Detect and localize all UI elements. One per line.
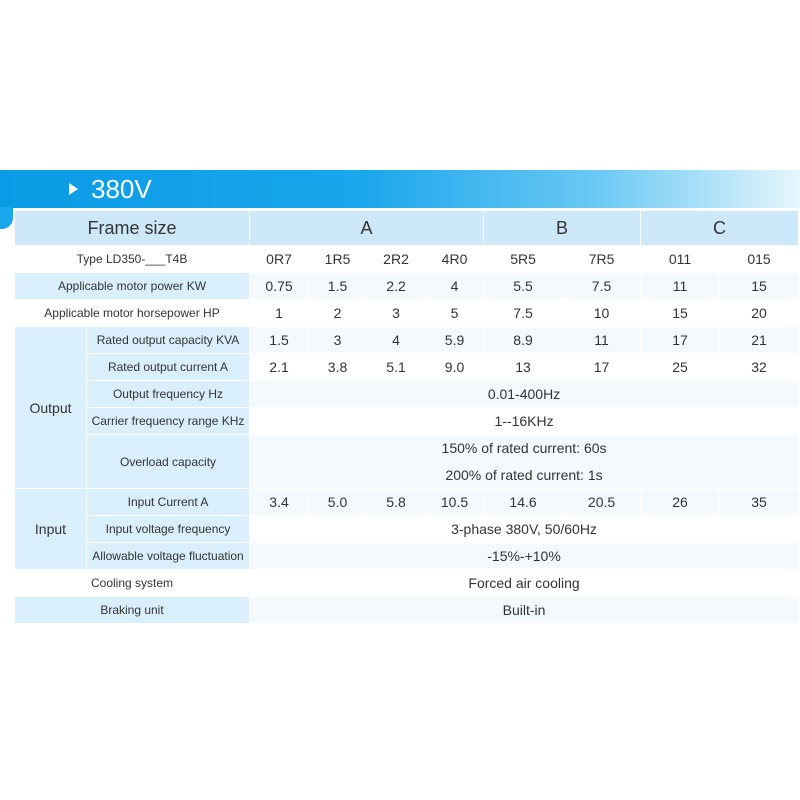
overload-capacity-label: Overload capacity: [87, 435, 250, 489]
table-cell: 7.5: [484, 300, 563, 327]
output-frequency-label: Output frequency Hz: [87, 381, 250, 408]
table-cell: 11: [641, 273, 720, 300]
overload-capacity-value-1: 150% of rated current: 60s: [250, 435, 799, 462]
table-cell: 13: [484, 354, 563, 381]
braking-unit-label: Braking unit: [15, 597, 250, 624]
table-row: [15, 273, 799, 300]
table-cell: 21: [720, 327, 799, 354]
table-cell: 015: [720, 246, 799, 273]
carrier-frequency-label: Carrier frequency range KHz: [87, 408, 250, 435]
voltage-fluctuation-value: -15%-+10%: [250, 543, 799, 570]
table-cell: 8.9: [484, 327, 563, 354]
frame-group-c: C: [641, 211, 799, 246]
frame-size-label: Frame size: [15, 211, 250, 246]
table-cell: 9.0: [426, 354, 484, 381]
table-row: [15, 354, 799, 381]
table-cell: 3.8: [309, 354, 367, 381]
table-row: [15, 543, 799, 570]
table-cell: 25: [641, 354, 720, 381]
spec-table: [14, 210, 799, 624]
motor-kw-label: Applicable motor power KW: [15, 273, 250, 300]
table-cell: 0.75: [250, 273, 309, 300]
table-cell: 17: [563, 354, 641, 381]
table-cell: 2.1: [250, 354, 309, 381]
table-cell: 1R5: [309, 246, 367, 273]
frame-group-a: A: [250, 211, 484, 246]
table-cell: 5.9: [426, 327, 484, 354]
table-row: [15, 381, 799, 408]
table-cell: 26: [641, 489, 720, 516]
carrier-frequency-value: 1--16KHz: [250, 408, 799, 435]
table-cell: 2: [309, 300, 367, 327]
motor-hp-label: Applicable motor horsepower HP: [15, 300, 250, 327]
table-cell: 14.6: [484, 489, 563, 516]
table-cell: 5: [426, 300, 484, 327]
table-cell: 4R0: [426, 246, 484, 273]
table-row: [15, 327, 799, 354]
input-voltage-frequency-label: Input voltage frequency: [87, 516, 250, 543]
table-row: [15, 516, 799, 543]
cooling-system-value: Forced air cooling: [250, 570, 799, 597]
table-cell: 011: [641, 246, 720, 273]
table-cell: 3.4: [250, 489, 309, 516]
table-cell: 4: [367, 327, 426, 354]
braking-unit-value: Built-in: [250, 597, 799, 624]
overload-capacity-value-2: 200% of rated current: 1s: [250, 462, 799, 489]
table-cell: 20: [720, 300, 799, 327]
table-row: [15, 570, 799, 597]
table-cell: 15: [720, 273, 799, 300]
input-voltage-frequency-value: 3-phase 380V, 50/60Hz: [250, 516, 799, 543]
table-cell: 10: [563, 300, 641, 327]
table-cell: 3: [309, 327, 367, 354]
triangle-right-icon: [69, 183, 78, 195]
table-cell: 1: [250, 300, 309, 327]
table-cell: 2.2: [367, 273, 426, 300]
output-frequency-value: 0.01-400Hz: [250, 381, 799, 408]
table-cell: 10.5: [426, 489, 484, 516]
type-label: Type LD350-___T4B: [15, 246, 250, 273]
table-row: [15, 246, 799, 273]
table-cell: 5R5: [484, 246, 563, 273]
table-cell: 2R2: [367, 246, 426, 273]
table-cell: 5.8: [367, 489, 426, 516]
table-cell: 17: [641, 327, 720, 354]
table-cell: 11: [563, 327, 641, 354]
input-current-label: Input Current A: [87, 489, 250, 516]
input-group-label: Input: [15, 489, 87, 570]
table-cell: 3: [367, 300, 426, 327]
table-cell: 5.1: [367, 354, 426, 381]
table-row: [15, 435, 799, 462]
table-cell: 4: [426, 273, 484, 300]
output-group-label: Output: [15, 327, 87, 489]
table-row: [15, 489, 799, 516]
table-cell: 7.5: [563, 273, 641, 300]
banner-corner-tab: [0, 207, 13, 229]
table-row: [15, 300, 799, 327]
table-row: [15, 408, 799, 435]
table-cell: 15: [641, 300, 720, 327]
table-cell: 5.0: [309, 489, 367, 516]
output-kva-label: Rated output capacity KVA: [87, 327, 250, 354]
table-cell: 5.5: [484, 273, 563, 300]
cooling-system-label: Cooling system: [15, 570, 250, 597]
table-row: [15, 597, 799, 624]
frame-group-b: B: [484, 211, 641, 246]
section-title: 380V: [91, 174, 152, 204]
section-banner: [0, 170, 800, 208]
table-cell: 0R7: [250, 246, 309, 273]
table-cell: 1.5: [309, 273, 367, 300]
table-cell: 35: [720, 489, 799, 516]
voltage-fluctuation-label: Allowable voltage fluctuation: [87, 543, 250, 570]
table-cell: 1.5: [250, 327, 309, 354]
output-current-label: Rated output current A: [87, 354, 250, 381]
table-cell: 20.5: [563, 489, 641, 516]
frame-size-row: [15, 211, 799, 246]
table-cell: 32: [720, 354, 799, 381]
table-cell: 7R5: [563, 246, 641, 273]
